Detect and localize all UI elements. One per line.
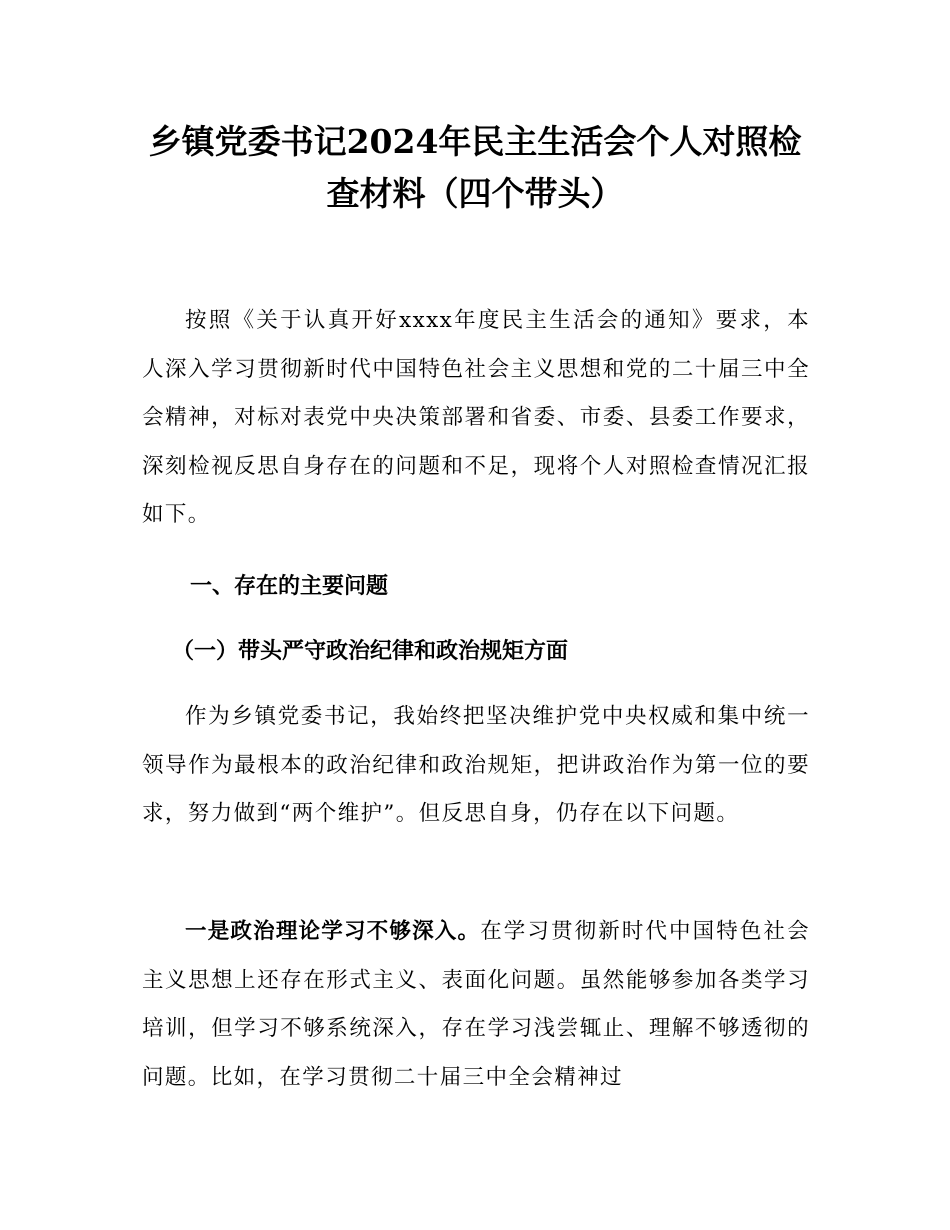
point-paragraph — [142, 908, 810, 1102]
intro-paragraph: 按照《关于认真开好xxxx年度民主生活会的通知》要求，本人深入学习贯彻新时代中国特色社会主义思想和党的二十届三中全会精神，对标对表党中央决策部署和省委、市委、县委工作要求，深刻检视反思自身存在的问题和不足，现将个人对照检查情况汇报如下。 — [142, 308, 810, 527]
subsection-paragraph: 作为乡镇党委书记，我始终把坚决维护党中央权威和集中统一领导作为最根本的政治纪律和政治规矩，把讲政治作为第一位的要求，努力做到“两个维护”。但反思自身，仍存在以下问题。 — [142, 704, 810, 826]
document-title-line-2: 查材料（四个带头） — [326, 174, 624, 213]
section-heading: 一、存在的主要问题 — [190, 574, 389, 599]
document-title-line-1: 乡镇党委书记2024年民主生活会个人对照检 — [148, 122, 802, 161]
point-text: 在学习贯彻新时代中国特色社会主义思想上还存在形式主义、表面化问题。虽然能够参加各类学习培训，但学习不够系统深入，存在学习浅尝辄止、理解不够透彻的问题。比如，在学习贯彻二十届三中全会精神过 — [142, 919, 810, 1090]
point-lead: 一是政治理论学习不够深入。 — [185, 919, 481, 944]
subsection-heading: （一）带头严守政治纪律和政治规矩方面 — [172, 639, 569, 664]
